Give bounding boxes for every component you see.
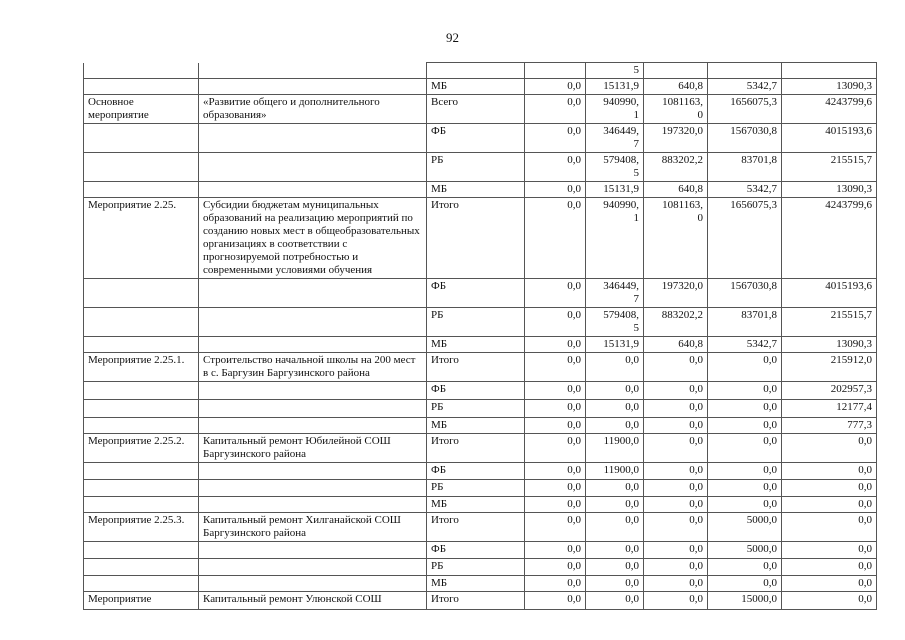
value-cell: 0,0: [782, 592, 877, 610]
value-cell: 0,0: [782, 463, 877, 480]
funding-source-cell: РБ: [427, 153, 525, 182]
table-row: [84, 542, 877, 559]
value-cell: 0,0: [782, 542, 877, 559]
event-name-cell: [199, 418, 427, 434]
value-cell: 0,0: [708, 559, 782, 576]
value-cell: 0,0: [525, 542, 586, 559]
value-cell: 0,0: [644, 480, 708, 497]
value-cell: [644, 63, 708, 79]
event-name-cell: [199, 576, 427, 592]
value-cell: 0,0: [708, 353, 782, 382]
value-cell: [525, 63, 586, 79]
value-cell: 0,0: [525, 434, 586, 463]
value-cell: 0,0: [708, 480, 782, 497]
value-cell: 0,0: [708, 418, 782, 434]
value-cell: 1656075,3: [708, 95, 782, 124]
table-row: [84, 308, 877, 337]
event-type-cell: [84, 497, 199, 513]
value-cell: 5342,7: [708, 182, 782, 198]
value-cell: 0,0: [525, 124, 586, 153]
table-row: [84, 480, 877, 497]
funding-source-cell: Итого: [427, 353, 525, 382]
value-cell: 0,0: [708, 576, 782, 592]
event-name-cell: [199, 153, 427, 182]
value-cell: 0,0: [525, 559, 586, 576]
value-cell: 0,0: [586, 592, 644, 610]
value-cell: 777,3: [782, 418, 877, 434]
table-row: [84, 497, 877, 513]
event-type-cell: Мероприятие: [84, 592, 199, 610]
value-cell: 0,0: [525, 308, 586, 337]
value-cell: 0,0: [525, 279, 586, 308]
page-number: 92: [446, 30, 459, 45]
funding-source-cell: РБ: [427, 480, 525, 497]
value-cell: 0,0: [644, 434, 708, 463]
event-type-cell: Мероприятие 2.25.3.: [84, 513, 199, 542]
event-type-cell: [84, 308, 199, 337]
value-cell: 0,0: [708, 400, 782, 418]
funding-source-cell: [427, 63, 525, 79]
event-type-cell: [84, 182, 199, 198]
value-cell: 0,0: [525, 198, 586, 279]
value-cell: 1656075,3: [708, 198, 782, 279]
value-cell: 579408, 5: [586, 153, 644, 182]
value-cell: 940990, 1: [586, 198, 644, 279]
event-name-cell: [199, 480, 427, 497]
value-cell: 346449, 7: [586, 124, 644, 153]
funding-source-cell: Итого: [427, 198, 525, 279]
value-cell: 83701,8: [708, 308, 782, 337]
value-cell: 0,0: [525, 79, 586, 95]
value-cell: 346449, 7: [586, 279, 644, 308]
value-cell: 0,0: [644, 400, 708, 418]
funding-source-cell: Итого: [427, 592, 525, 610]
event-name-cell: [199, 63, 427, 79]
table-row: [84, 337, 877, 353]
funding-source-cell: МБ: [427, 337, 525, 353]
value-cell: 12177,4: [782, 400, 877, 418]
funding-source-cell: МБ: [427, 418, 525, 434]
value-cell: 0,0: [586, 353, 644, 382]
table-row: [84, 124, 877, 153]
event-name-cell: [199, 400, 427, 418]
event-type-cell: Мероприятие 2.25.: [84, 198, 199, 279]
value-cell: 579408, 5: [586, 308, 644, 337]
table-row: [84, 63, 877, 79]
value-cell: 0,0: [708, 434, 782, 463]
event-type-cell: [84, 124, 199, 153]
value-cell: 0,0: [644, 542, 708, 559]
event-name-cell: [199, 559, 427, 576]
value-cell: 0,0: [782, 559, 877, 576]
value-cell: 0,0: [525, 353, 586, 382]
event-type-cell: [84, 63, 199, 79]
value-cell: 0,0: [644, 559, 708, 576]
value-cell: 0,0: [586, 400, 644, 418]
value-cell: 0,0: [525, 182, 586, 198]
value-cell: 0,0: [525, 576, 586, 592]
value-cell: 0,0: [782, 434, 877, 463]
event-name-cell: Капитальный ремонт Улюнской СОШ: [199, 592, 427, 610]
value-cell: 0,0: [525, 480, 586, 497]
event-name-cell: [199, 124, 427, 153]
value-cell: 640,8: [644, 337, 708, 353]
funding-source-cell: ФБ: [427, 279, 525, 308]
table-row: [84, 576, 877, 592]
value-cell: 0,0: [644, 592, 708, 610]
value-cell: 0,0: [586, 559, 644, 576]
value-cell: 0,0: [586, 418, 644, 434]
value-cell: 0,0: [644, 463, 708, 480]
value-cell: 0,0: [525, 513, 586, 542]
value-cell: 0,0: [525, 463, 586, 480]
funding-source-cell: ФБ: [427, 382, 525, 400]
table-row: [84, 79, 877, 95]
value-cell: 0,0: [586, 382, 644, 400]
value-cell: 0,0: [708, 497, 782, 513]
event-name-cell: [199, 542, 427, 559]
value-cell: 1081163, 0: [644, 95, 708, 124]
value-cell: 0,0: [644, 382, 708, 400]
value-cell: 883202,2: [644, 308, 708, 337]
value-cell: 83701,8: [708, 153, 782, 182]
value-cell: 0,0: [782, 576, 877, 592]
event-name-cell: [199, 382, 427, 400]
funding-source-cell: РБ: [427, 400, 525, 418]
funding-source-cell: МБ: [427, 576, 525, 592]
event-type-cell: [84, 463, 199, 480]
value-cell: 13090,3: [782, 337, 877, 353]
table-row: [84, 463, 877, 480]
value-cell: 0,0: [525, 382, 586, 400]
value-cell: 0,0: [782, 480, 877, 497]
value-cell: 202957,3: [782, 382, 877, 400]
table-row: [84, 434, 877, 463]
value-cell: 0,0: [782, 513, 877, 542]
event-name-cell: [199, 279, 427, 308]
funding-source-cell: МБ: [427, 497, 525, 513]
value-cell: 0,0: [525, 400, 586, 418]
funding-source-cell: ФБ: [427, 463, 525, 480]
value-cell: 5342,7: [708, 337, 782, 353]
value-cell: 197320,0: [644, 124, 708, 153]
table-row: [84, 153, 877, 182]
value-cell: 640,8: [644, 182, 708, 198]
value-cell: 0,0: [586, 576, 644, 592]
value-cell: 0,0: [644, 576, 708, 592]
event-name-cell: [199, 308, 427, 337]
funding-source-cell: Всего: [427, 95, 525, 124]
value-cell: 0,0: [525, 153, 586, 182]
value-cell: 11900,0: [586, 434, 644, 463]
event-type-cell: [84, 79, 199, 95]
value-cell: 0,0: [586, 513, 644, 542]
value-cell: [708, 63, 782, 79]
value-cell: [782, 63, 877, 79]
value-cell: 0,0: [525, 95, 586, 124]
funding-source-cell: Итого: [427, 434, 525, 463]
value-cell: 940990, 1: [586, 95, 644, 124]
value-cell: 0,0: [525, 592, 586, 610]
event-name-cell: [199, 182, 427, 198]
value-cell: 4243799,6: [782, 198, 877, 279]
value-cell: 215515,7: [782, 308, 877, 337]
table-row: [84, 353, 877, 382]
value-cell: 0,0: [644, 418, 708, 434]
event-name-cell: Капитальный ремонт Хилганайской СОШ Баргузинского района: [199, 513, 427, 542]
funding-source-cell: МБ: [427, 182, 525, 198]
value-cell: 0,0: [525, 418, 586, 434]
value-cell: 13090,3: [782, 182, 877, 198]
event-name-cell: [199, 497, 427, 513]
table-row: [84, 513, 877, 542]
event-type-cell: [84, 279, 199, 308]
value-cell: 15131,9: [586, 182, 644, 198]
event-name-cell: [199, 79, 427, 95]
value-cell: 883202,2: [644, 153, 708, 182]
value-cell: 11900,0: [586, 463, 644, 480]
event-type-cell: [84, 576, 199, 592]
event-type-cell: [84, 400, 199, 418]
event-name-cell: [199, 463, 427, 480]
value-cell: 4243799,6: [782, 95, 877, 124]
event-name-cell: [199, 337, 427, 353]
table-row: [84, 559, 877, 576]
value-cell: 13090,3: [782, 79, 877, 95]
table-row: [84, 182, 877, 198]
value-cell: 0,0: [644, 353, 708, 382]
funding-source-cell: РБ: [427, 308, 525, 337]
value-cell: 0,0: [586, 542, 644, 559]
value-cell: 5000,0: [708, 542, 782, 559]
event-type-cell: [84, 382, 199, 400]
value-cell: 15131,9: [586, 337, 644, 353]
budget-table-body: [84, 63, 877, 610]
table-row: [84, 198, 877, 279]
value-cell: 0,0: [708, 382, 782, 400]
event-name-cell: Строительство начальной школы на 200 мест в с. Баргузин Баргузинского района: [199, 353, 427, 382]
value-cell: 0,0: [708, 463, 782, 480]
table-row: [84, 95, 877, 124]
value-cell: 0,0: [644, 497, 708, 513]
table-row: [84, 592, 877, 610]
value-cell: 215912,0: [782, 353, 877, 382]
value-cell: 0,0: [586, 497, 644, 513]
value-cell: 640,8: [644, 79, 708, 95]
budget-table: [83, 62, 877, 610]
funding-source-cell: Итого: [427, 513, 525, 542]
event-type-cell: [84, 542, 199, 559]
value-cell: 1567030,8: [708, 124, 782, 153]
value-cell: 0,0: [586, 480, 644, 497]
value-cell: 0,0: [525, 497, 586, 513]
value-cell: 5000,0: [708, 513, 782, 542]
event-type-cell: Мероприятие 2.25.2.: [84, 434, 199, 463]
funding-source-cell: ФБ: [427, 124, 525, 153]
event-type-cell: Основное мероприятие: [84, 95, 199, 124]
value-cell: 0,0: [644, 513, 708, 542]
value-cell: 4015193,6: [782, 279, 877, 308]
table-row: [84, 279, 877, 308]
event-type-cell: [84, 337, 199, 353]
value-cell: 5: [586, 63, 644, 79]
value-cell: 0,0: [782, 497, 877, 513]
table-row: [84, 418, 877, 434]
value-cell: 5342,7: [708, 79, 782, 95]
value-cell: 15000,0: [708, 592, 782, 610]
value-cell: 1567030,8: [708, 279, 782, 308]
event-type-cell: Мероприятие 2.25.1.: [84, 353, 199, 382]
value-cell: 215515,7: [782, 153, 877, 182]
event-type-cell: [84, 559, 199, 576]
event-name-cell: Субсидии бюджетам муниципальных образований на реализацию мероприятий по созданию новых мест в общеобразовательных организациях в соответствии с прогнозируемой потребностью и современными условиями обучения: [199, 198, 427, 279]
funding-source-cell: МБ: [427, 79, 525, 95]
funding-source-cell: РБ: [427, 559, 525, 576]
value-cell: 4015193,6: [782, 124, 877, 153]
value-cell: 15131,9: [586, 79, 644, 95]
event-type-cell: [84, 480, 199, 497]
event-type-cell: [84, 153, 199, 182]
value-cell: 197320,0: [644, 279, 708, 308]
event-name-cell: «Развитие общего и дополнительного образования»: [199, 95, 427, 124]
table-row: [84, 400, 877, 418]
event-type-cell: [84, 418, 199, 434]
value-cell: 0,0: [525, 337, 586, 353]
table-row: [84, 382, 877, 400]
event-name-cell: Капитальный ремонт Юбилейной СОШ Баргузинского района: [199, 434, 427, 463]
value-cell: 1081163, 0: [644, 198, 708, 279]
funding-source-cell: ФБ: [427, 542, 525, 559]
